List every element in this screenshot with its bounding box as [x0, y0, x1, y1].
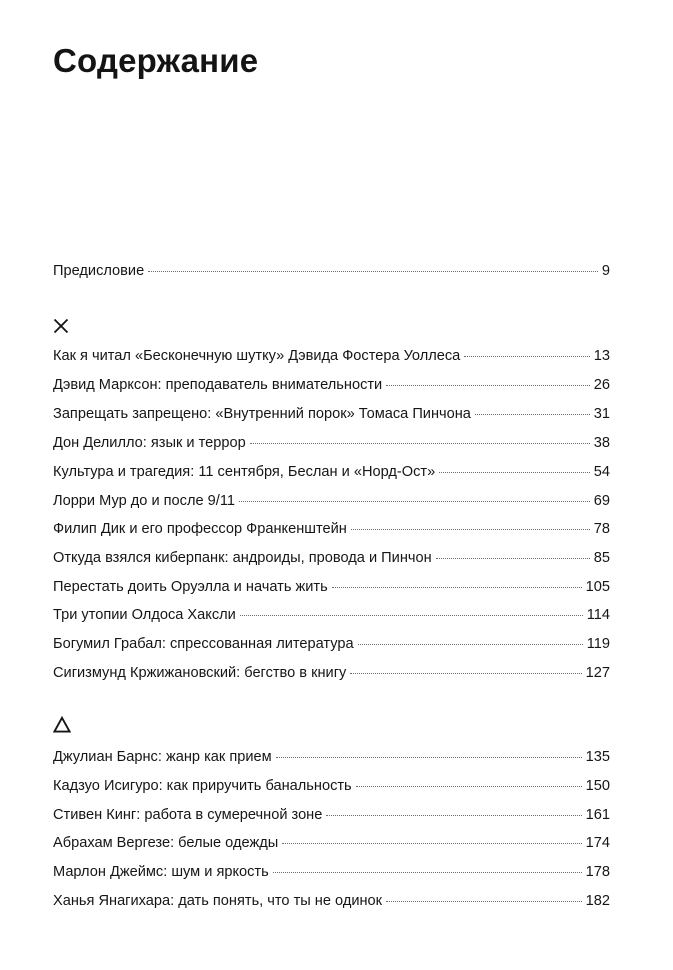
toc-entry — [53, 492, 610, 510]
dot-leader — [464, 356, 589, 357]
toc-entry — [53, 520, 610, 538]
entry-page: 13 — [593, 348, 610, 364]
entry-page: 9 — [601, 263, 610, 279]
dot-leader — [332, 587, 582, 588]
dot-leader — [148, 271, 598, 272]
toc-entry — [53, 892, 610, 910]
toc-entry — [53, 376, 610, 394]
entry-title: Богумил Грабал: спрессованная литература — [53, 636, 354, 652]
entry-page: 178 — [585, 864, 610, 880]
entry-title: Лорри Мур до и после 9/11 — [53, 493, 235, 509]
entry-page: 78 — [593, 521, 610, 537]
entry-page: 105 — [585, 579, 610, 595]
dot-leader — [386, 901, 582, 902]
toc-entry — [53, 606, 610, 624]
dot-leader — [282, 843, 581, 844]
entry-title: Три утопии Олдоса Хаксли — [53, 607, 236, 623]
toc-entry — [53, 834, 610, 852]
page-title: Содержание — [53, 42, 259, 79]
dot-leader — [276, 757, 582, 758]
dot-leader — [239, 501, 590, 502]
entry-page: 161 — [585, 807, 610, 823]
toc-entry — [53, 748, 610, 766]
entry-page: 182 — [585, 893, 610, 909]
entry-title: Марлон Джеймс: шум и яркость — [53, 864, 269, 880]
toc-entry — [53, 635, 610, 653]
entry-title: Абрахам Вергезе: белые одежды — [53, 835, 279, 851]
toc-entry — [53, 578, 610, 596]
entry-page: 38 — [593, 435, 610, 451]
entry-title: Предисловие — [53, 263, 145, 279]
toc-entry — [53, 664, 610, 682]
entry-title: Джулиан Барнс: жанр как прием — [53, 749, 272, 765]
entry-page: 85 — [593, 550, 610, 566]
entry-page: 54 — [593, 464, 610, 480]
entry-title: Запрещать запрещено: «Внутренний порок» Томаса Пинчона — [53, 406, 471, 422]
toc-entry — [53, 434, 610, 452]
toc-entry — [53, 463, 610, 481]
toc-entry — [53, 863, 610, 881]
toc-entry-preface — [53, 262, 610, 280]
entry-title: Ханья Янагихара: дать понять, что ты не одинок — [53, 893, 383, 909]
dot-leader — [351, 529, 590, 530]
dot-leader — [436, 558, 590, 559]
entry-title: Филип Дик и его профессор Франкенштейн — [53, 521, 347, 537]
entry-page: 114 — [586, 607, 610, 623]
entry-title: Сигизмунд Кржижановский: бегство в книгу — [53, 665, 347, 681]
entry-title: Кадзуо Исигуро: как приручить банальность — [53, 778, 352, 794]
entry-title: Дэвид Марксон: преподаватель внимательности — [53, 377, 383, 393]
dot-leader — [326, 815, 581, 816]
entry-page: 127 — [585, 665, 610, 681]
triangle-icon — [53, 716, 71, 733]
cross-icon — [53, 318, 69, 334]
dot-leader — [439, 472, 590, 473]
toc-entry — [53, 777, 610, 795]
toc-entry — [53, 347, 610, 365]
dot-leader — [475, 414, 590, 415]
entry-title: Как я читал «Бесконечную шутку» Дэвида Фостера Уоллеса — [53, 348, 461, 364]
entry-page: 150 — [585, 778, 610, 794]
entry-page: 119 — [586, 636, 610, 652]
entry-page: 69 — [593, 493, 610, 509]
entry-title: Дон Делилло: язык и террор — [53, 435, 246, 451]
entry-page: 31 — [593, 406, 610, 422]
dot-leader — [356, 786, 582, 787]
entry-page: 135 — [585, 749, 610, 765]
entry-title: Откуда взялся киберпанк: андроиды, провода и Пинчон — [53, 550, 432, 566]
dot-leader — [358, 644, 583, 645]
dot-leader — [350, 673, 581, 674]
entry-page: 26 — [593, 377, 610, 393]
toc-entry — [53, 549, 610, 567]
toc-entry — [53, 405, 610, 423]
dot-leader — [250, 443, 590, 444]
entry-page: 174 — [585, 835, 610, 851]
entry-title: Перестать доить Оруэлла и начать жить — [53, 579, 328, 595]
dot-leader — [240, 615, 583, 616]
dot-leader — [273, 872, 582, 873]
entry-title: Стивен Кинг: работа в сумеречной зоне — [53, 807, 323, 823]
dot-leader — [386, 385, 590, 386]
toc-entry — [53, 806, 610, 824]
entry-title: Культура и трагедия: 11 сентября, Беслан и «Норд-Ост» — [53, 464, 436, 480]
